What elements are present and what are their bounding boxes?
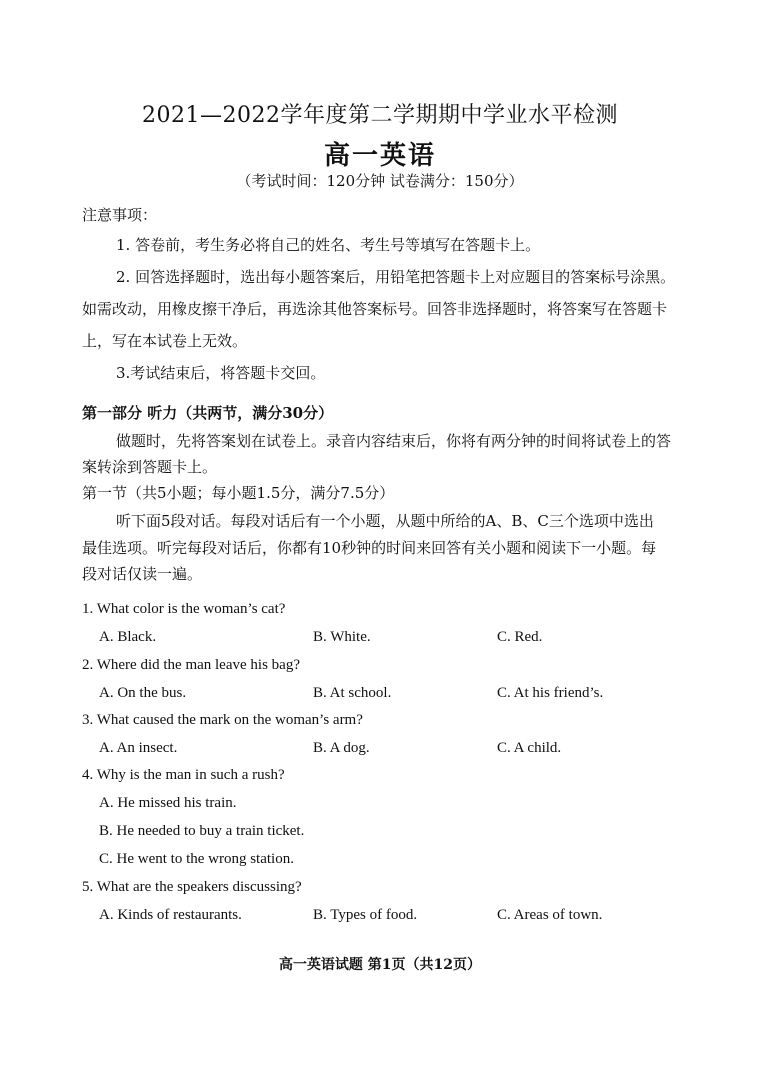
- notice-item-1: 1. 答卷前，考生务必将自己的姓名、考生号等填写在答题卡上。: [116, 236, 541, 254]
- part1-intro-line-1: 做题时，先将答案划在试卷上。录音内容结束后，你将有两分钟的时间将试卷上的答: [116, 432, 672, 450]
- notice-item-3: 3.考试结束后，将答题卡交回。: [116, 364, 326, 382]
- question-3-option-a: A. An insect.: [99, 740, 178, 756]
- question-5-option-c: C. Areas of town.: [497, 907, 603, 923]
- notice-item-2-line-1: 2. 回答选择题时，选出每小题答案后，用铅笔把答题卡上对应题目的答案标号涂黑。: [116, 268, 676, 286]
- question-4-option-a: A. He missed his train.: [99, 795, 237, 811]
- section1-instruction-line-1: 听下面5段对话。每段对话后有一个小题，从题中所给的A、B、C三个选项中选出: [116, 512, 654, 530]
- question-4-option-b: B. He needed to buy a train ticket.: [99, 823, 305, 839]
- question-3-stem: 3. What caused the mark on the woman’s arm?: [82, 712, 363, 728]
- exam-title: 2021—2022学年度第二学期期中学业水平检测: [142, 103, 618, 128]
- question-2-option-a: A. On the bus.: [99, 685, 187, 701]
- section1-instruction-line-2: 最佳选项。听完每段对话后，你都有10秒钟的时间来回答有关小题和阅读下一小题。每: [82, 539, 657, 557]
- question-2-stem: 2. Where did the man leave his bag?: [82, 657, 300, 673]
- question-2-option-c: C. At his friend’s.: [497, 685, 604, 701]
- question-3-option-b: B. A dog.: [313, 740, 370, 756]
- question-4-stem: 4. Why is the man in such a rush?: [82, 767, 285, 783]
- subject-title: 高一英语: [323, 141, 436, 171]
- exam-info: （考试时间：120分钟 试卷满分：150分）: [236, 172, 524, 190]
- notice-heading: 注意事项：: [82, 206, 158, 224]
- question-2-option-b: B. At school.: [313, 685, 392, 701]
- question-1-option-c: C. Red.: [497, 629, 543, 645]
- question-5-stem: 5. What are the speakers discussing?: [82, 879, 302, 895]
- question-1-option-b: B. White.: [313, 629, 371, 645]
- question-1-option-a: A. Black.: [99, 629, 157, 645]
- section1-heading: 第一节（共5小题；每小题1.5分，满分7.5分）: [82, 484, 395, 502]
- question-5-option-a: A. Kinds of restaurants.: [99, 907, 242, 923]
- question-4-option-c: C. He went to the wrong station.: [99, 851, 294, 867]
- notice-item-2-line-3: 上，写在本试卷上无效。: [82, 332, 248, 350]
- question-3-option-c: C. A child.: [497, 740, 562, 756]
- part1-intro-line-2: 案转涂到答题卡上。: [82, 458, 218, 476]
- part1-heading: 第一部分 听力（共两节，满分30分）: [82, 404, 334, 422]
- page-footer: 高一英语试题 第1页（共12页）: [278, 957, 482, 973]
- question-5-option-b: B. Types of food.: [313, 907, 418, 923]
- question-1-stem: 1. What color is the woman’s cat?: [82, 601, 286, 617]
- section1-instruction-line-3: 段对话仅读一遍。: [82, 565, 203, 583]
- notice-item-2-line-2: 如需改动，用橡皮擦干净后，再选涂其他答案标号。回答非选择题时，将答案写在答题卡: [82, 300, 668, 318]
